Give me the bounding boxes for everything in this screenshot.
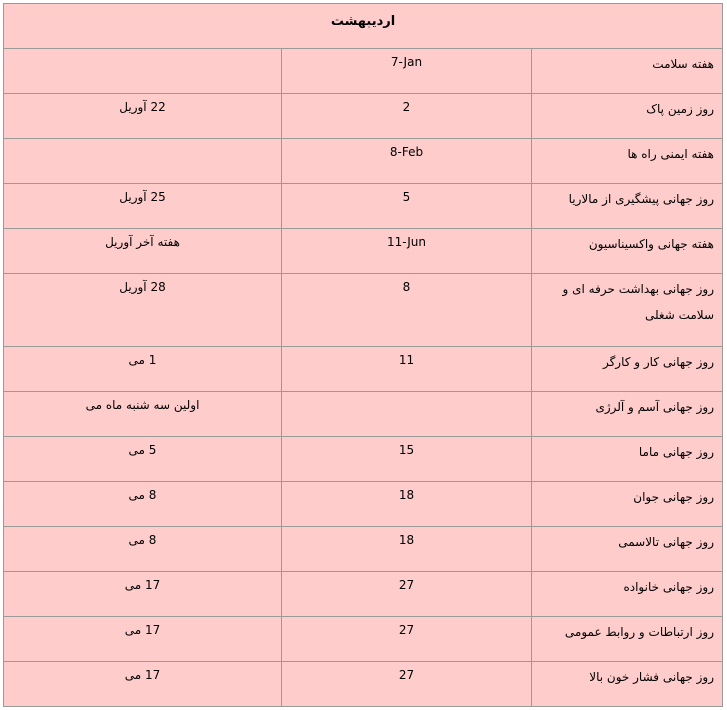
table-row [4, 49, 723, 94]
date-cell: 18 [282, 527, 532, 572]
event-cell: هفته جهانی واکسیناسیون [532, 229, 723, 274]
date-cell [282, 392, 532, 437]
table-row [4, 229, 723, 274]
event-cell: روز جهانی خانواده [532, 572, 723, 617]
health-events-table [3, 3, 723, 707]
table-row [4, 94, 723, 139]
event-cell: هفته ایمنی راه ها [532, 139, 723, 184]
event-cell: روز جهانی بهداشت حرفه ای و سلامت شغلی [532, 274, 723, 347]
date-cell: 2 [282, 94, 532, 139]
date-cell: 27 [282, 617, 532, 662]
note-cell: 28 آوریل [4, 274, 282, 347]
table-row [4, 662, 723, 707]
note-cell: هفته آخر آوریل [4, 229, 282, 274]
event-cell: روز زمین پاک [532, 94, 723, 139]
date-cell: 11-Jun [282, 229, 532, 274]
note-cell: 8 می [4, 482, 282, 527]
month-title: اردیبهشت [4, 4, 723, 49]
note-cell: 8 می [4, 527, 282, 572]
event-cell: روز جهانی آسم و آلرژی [532, 392, 723, 437]
table-row [4, 347, 723, 392]
title-row [4, 4, 723, 49]
event-cell: روز جهانی فشار خون بالا [532, 662, 723, 707]
note-cell: 17 می [4, 572, 282, 617]
table-row [4, 184, 723, 229]
note-cell: 1 می [4, 347, 282, 392]
note-cell [4, 49, 282, 94]
table-row [4, 274, 723, 347]
date-cell: 15 [282, 437, 532, 482]
table-row [4, 437, 723, 482]
date-cell: 8 [282, 274, 532, 347]
table-row [4, 527, 723, 572]
note-cell: 5 می [4, 437, 282, 482]
calendar-sheet [3, 3, 720, 706]
event-cell: هفته سلامت [532, 49, 723, 94]
table-row [4, 572, 723, 617]
note-cell: 22 آوریل [4, 94, 282, 139]
note-cell [4, 139, 282, 184]
event-cell: روز جهانی جوان [532, 482, 723, 527]
date-cell: 8-Feb [282, 139, 532, 184]
date-cell: 27 [282, 662, 532, 707]
event-cell: روز جهانی تالاسمی [532, 527, 723, 572]
table-row [4, 392, 723, 437]
note-cell: 25 آوریل [4, 184, 282, 229]
date-cell: 18 [282, 482, 532, 527]
event-cell: روز جهانی ماما [532, 437, 723, 482]
date-cell: 7-Jan [282, 49, 532, 94]
table-row [4, 482, 723, 527]
event-cell: روز ارتباطات و روابط عمومی [532, 617, 723, 662]
note-cell: 17 می [4, 617, 282, 662]
event-cell: روز جهانی پیشگیری از مالاریا [532, 184, 723, 229]
note-cell: 17 می [4, 662, 282, 707]
table-row [4, 617, 723, 662]
event-cell: روز جهانی کار و کارگر [532, 347, 723, 392]
table-row [4, 139, 723, 184]
note-cell: اولین سه شنبه ماه می [4, 392, 282, 437]
date-cell: 5 [282, 184, 532, 229]
date-cell: 11 [282, 347, 532, 392]
date-cell: 27 [282, 572, 532, 617]
